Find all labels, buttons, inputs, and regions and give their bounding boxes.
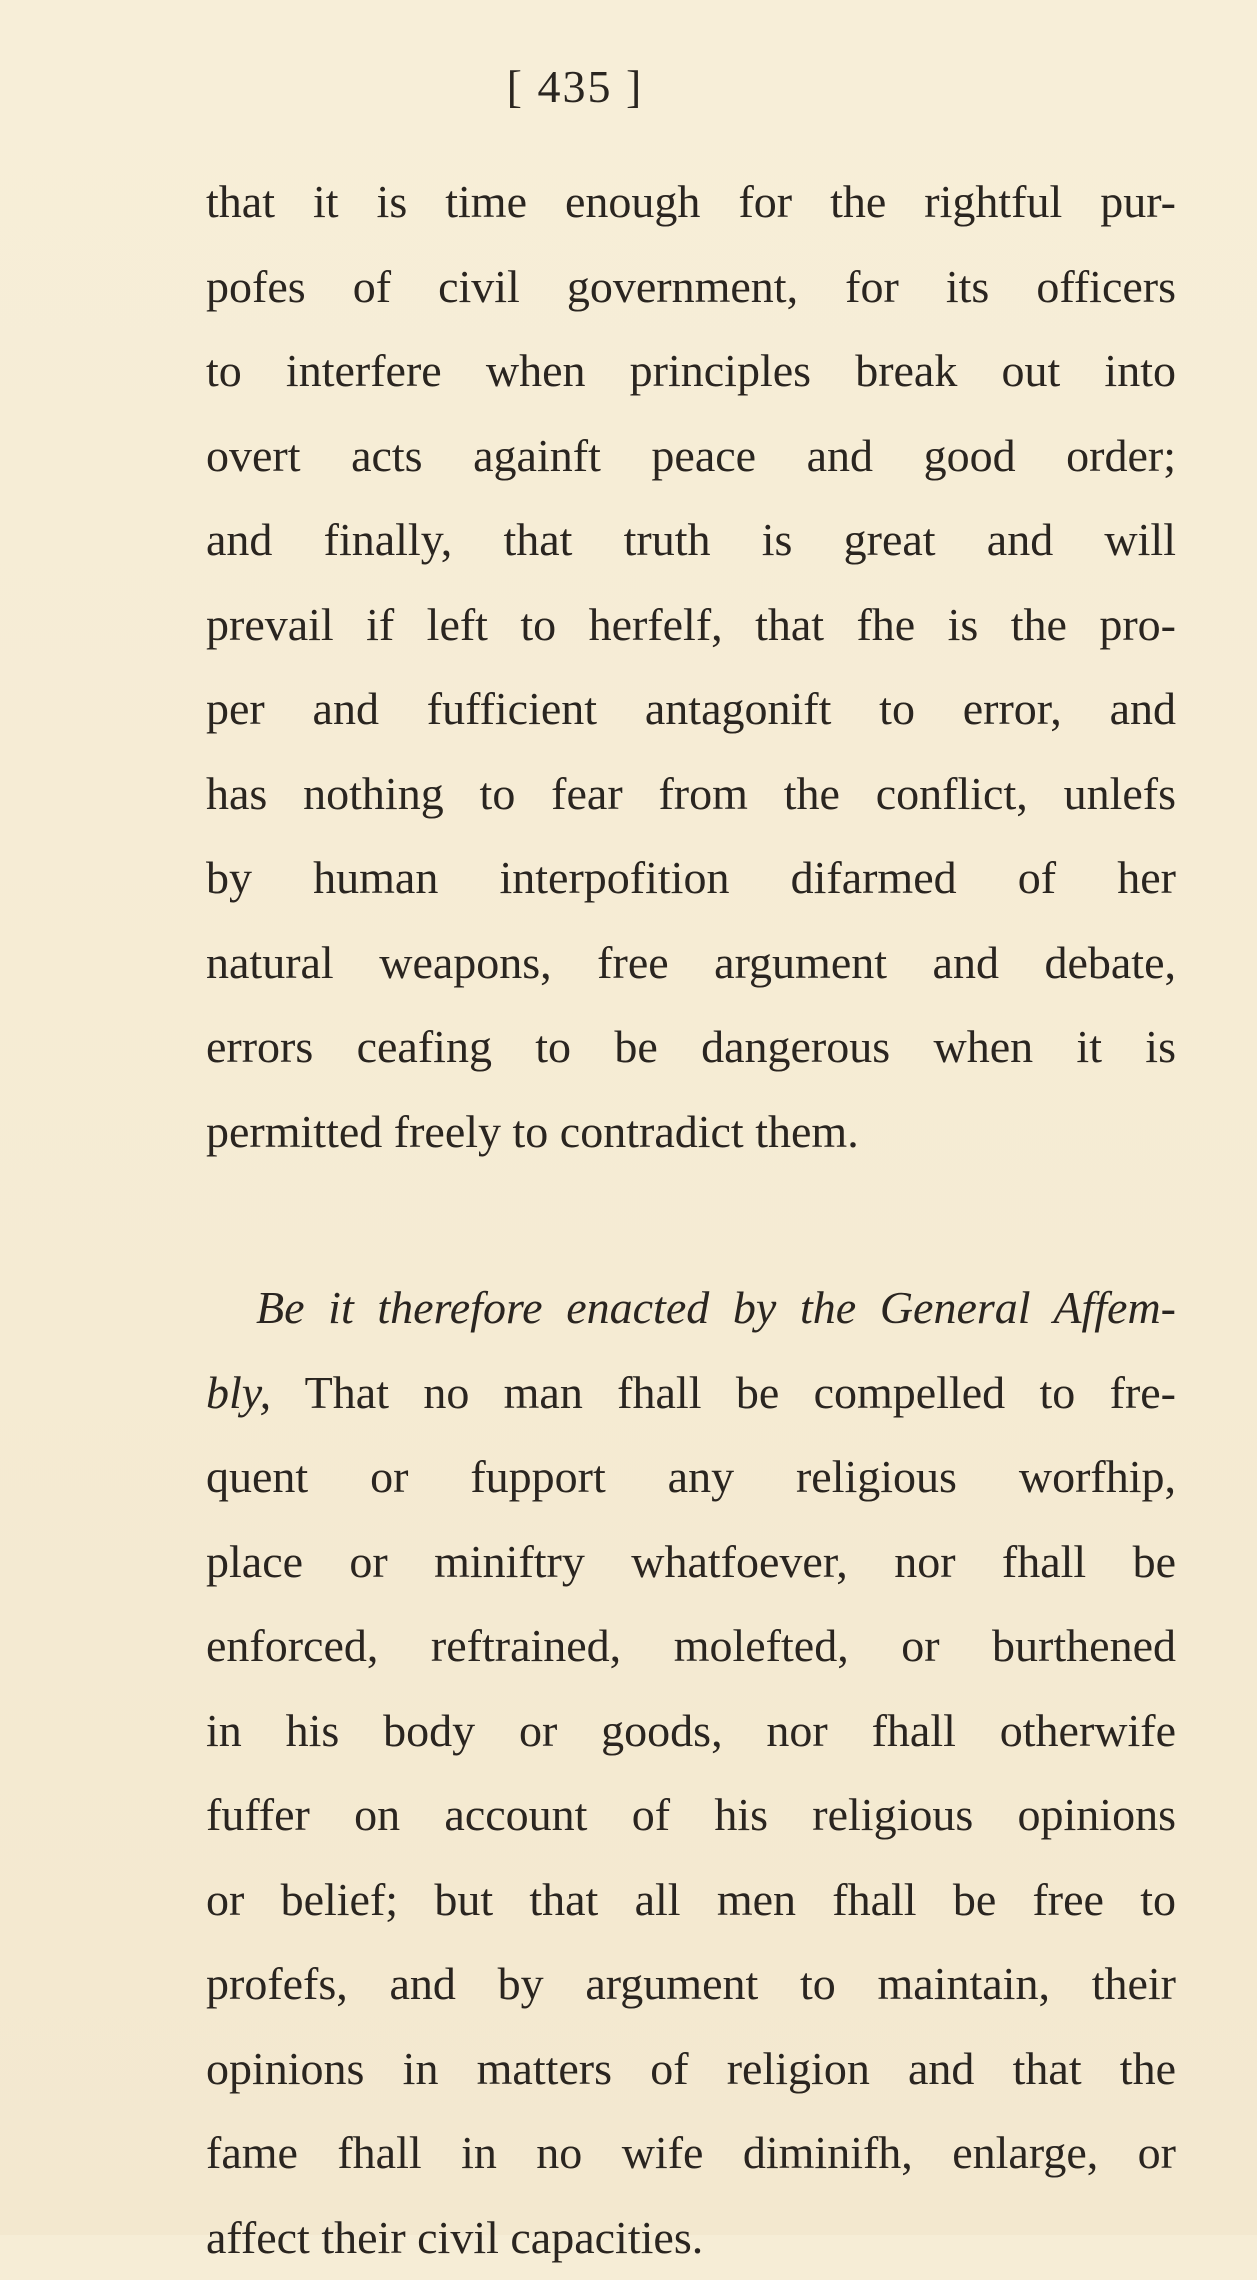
text-line: and finally, that truth is great and will bbox=[206, 498, 1176, 583]
body-text bbox=[206, 160, 1176, 2280]
paragraph-gap bbox=[206, 1174, 1176, 1266]
text-line-italic bbox=[206, 1266, 1176, 1351]
text-line: opinions in matters of religion and that the bbox=[206, 2027, 1176, 2112]
text-line: has nothing to fear from the conflict, unlefs bbox=[206, 752, 1176, 837]
text-line: affect their civil capacities. bbox=[206, 2196, 1176, 2280]
text-line: per and fufficient antagonift to error, and bbox=[206, 667, 1176, 752]
text-line: by human interpofition difarmed of her bbox=[206, 836, 1176, 921]
paragraph-2 bbox=[206, 1266, 1176, 2280]
text-line: profefs, and by argument to maintain, their bbox=[206, 1942, 1176, 2027]
text-line: natural weapons, free argument and debate, bbox=[206, 921, 1176, 1006]
text-span: That no man fhall be compelled to fre- bbox=[271, 1367, 1176, 1418]
text-line: place or miniftry whatfoever, nor fhall be bbox=[206, 1520, 1176, 1605]
page-number: [ 435 ] bbox=[0, 60, 1150, 113]
text-line bbox=[206, 1351, 1176, 1436]
text-line: permitted freely to contradict them. bbox=[206, 1090, 1176, 1175]
text-line: prevail if left to herfelf, that fhe is the pro- bbox=[206, 583, 1176, 668]
text-line: fuffer on account of his religious opinions bbox=[206, 1773, 1176, 1858]
text-line: in his body or goods, nor fhall otherwife bbox=[206, 1689, 1176, 1774]
text-line: pofes of civil government, for its officers bbox=[206, 245, 1176, 330]
text-line: or belief; but that all men fhall be free to bbox=[206, 1858, 1176, 1943]
text-line: overt acts againft peace and good order; bbox=[206, 414, 1176, 499]
enacting-clause-end: bly, bbox=[206, 1367, 271, 1418]
text-line: enforced, reftrained, molefted, or burthened bbox=[206, 1604, 1176, 1689]
paragraph-1 bbox=[206, 160, 1176, 1174]
text-line: to interfere when principles break out into bbox=[206, 329, 1176, 414]
text-line: errors ceafing to be dangerous when it is bbox=[206, 1005, 1176, 1090]
text-line: fame fhall in no wife diminifh, enlarge, or bbox=[206, 2111, 1176, 2196]
text-line: that it is time enough for the rightful pur- bbox=[206, 160, 1176, 245]
text-line: quent or fupport any religious worfhip, bbox=[206, 1435, 1176, 1520]
enacting-clause: Be it therefore enacted by the General Affem- bbox=[256, 1282, 1176, 1333]
